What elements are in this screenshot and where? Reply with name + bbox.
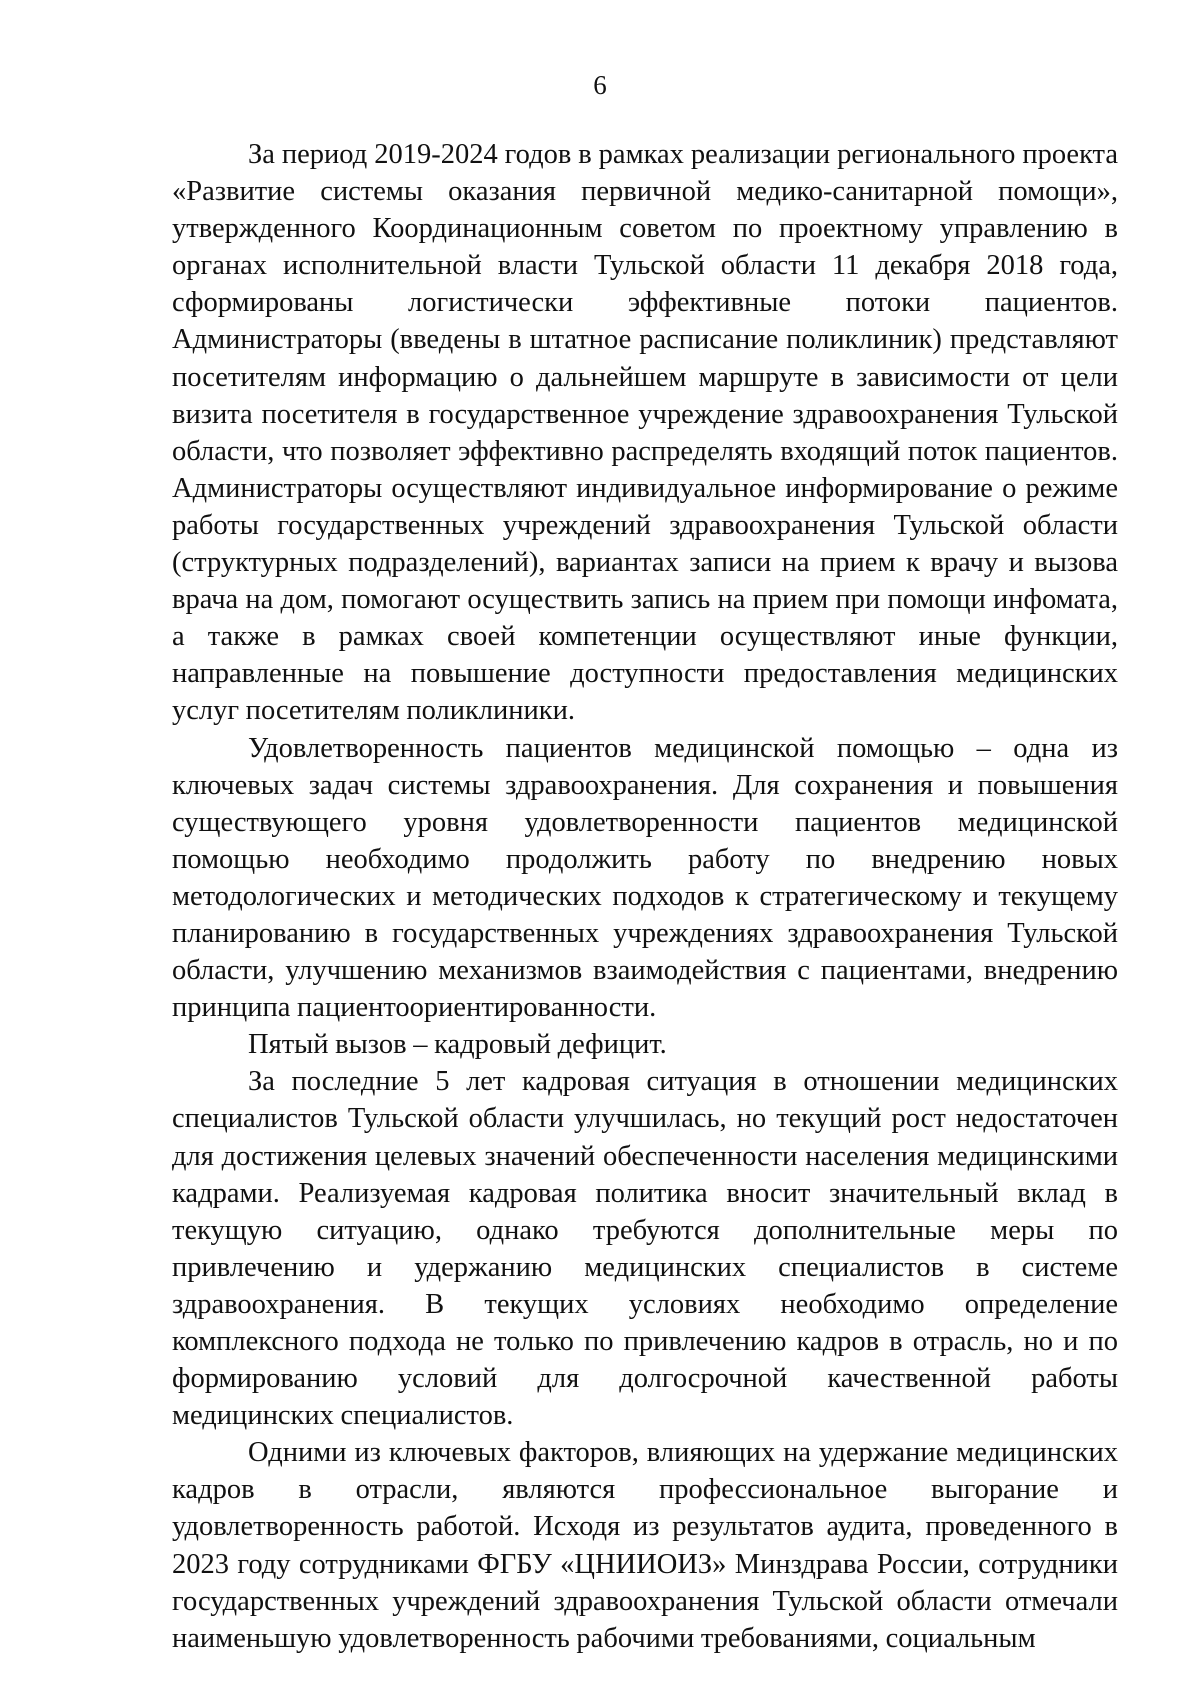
paragraph-patient-satisfaction: Удовлетворенность пациентов медицинской помощью – одна из ключевых задач системы здравоохранения. Для сохранения и повышения существующего уровня удовлетворенности пациентов медицинской помощью необходимо продолжить работу по внедрению новых методологических и методических подходов к стратегическому и текущему планированию в государственных учреждениях здравоохранения Тульской области, улучшению механизмов взаимодействия с пациентами, внедрению принципа пациентоориентированности.	[172, 732, 1118, 1024]
document-body	[172, 136, 1118, 1657]
paragraph-fifth-challenge-heading: Пятый вызов – кадровый дефицит.	[248, 1029, 667, 1061]
paragraph-retention-factors: Одними из ключевых факторов, влияющих на удержание медицинских кадров в отрасли, являются профессиональное выгорание и удовлетворенность работой. Исходя из результатов аудита, проведенного в 2023 году сотрудниками ФГБУ «ЦНИИОИЗ» Минздрава России, сотрудники государственных учреждений здравоохранения Тульской области отмечали наименьшую удовлетворенность рабочими требованиями, социальным	[172, 1437, 1118, 1654]
paragraph-regional-project: За период 2019-2024 годов в рамках реализации регионального проекта «Развитие системы оказания первичной медико-санитарной помощи», утвержденного Координационным советом по проектному управлению в органах исполнительной власти Тульской области 11 декабря 2018 года, сформированы логистически эффективные потоки пациентов. Администраторы (введены в штатное расписание поликлиник) представляют посетителям информацию о дальнейшем маршруте в зависимости от цели визита посетителя в государственное учреждение здравоохранения Тульской области, что позволяет эффективно распределять входящий поток пациентов. Администраторы осуществляют индивидуальное информирование о режиме работы государственных учреждений здравоохранения Тульской области (структурных подразделений), вариантах записи на прием к врачу и вызова врача на дом, помогают осуществить запись на прием при помощи инфомата, а также в рамках своей компетенции осуществляют иные функции, направленные на повышение доступности предоставления медицинских услуг посетителям поликлиники.	[172, 139, 1118, 727]
page-number: 6	[593, 70, 607, 100]
paragraph-staffing-situation: За последние 5 лет кадровая ситуация в отношении медицинских специалистов Тульской области улучшилась, но текущий рост недостаточен для достижения целевых значений обеспеченности населения медицинскими кадрами. Реализуемая кадровая политика вносит значительный вклад в текущую ситуацию, однако требуются дополнительные меры по привлечению и удержанию медицинских специалистов в системе здравоохранения. В текущих условиях необходимо определение комплексного подхода не только по привлечению кадров в отрасль, но и по формированию условий для долгосрочной качественной работы медицинских специалистов.	[172, 1066, 1118, 1432]
